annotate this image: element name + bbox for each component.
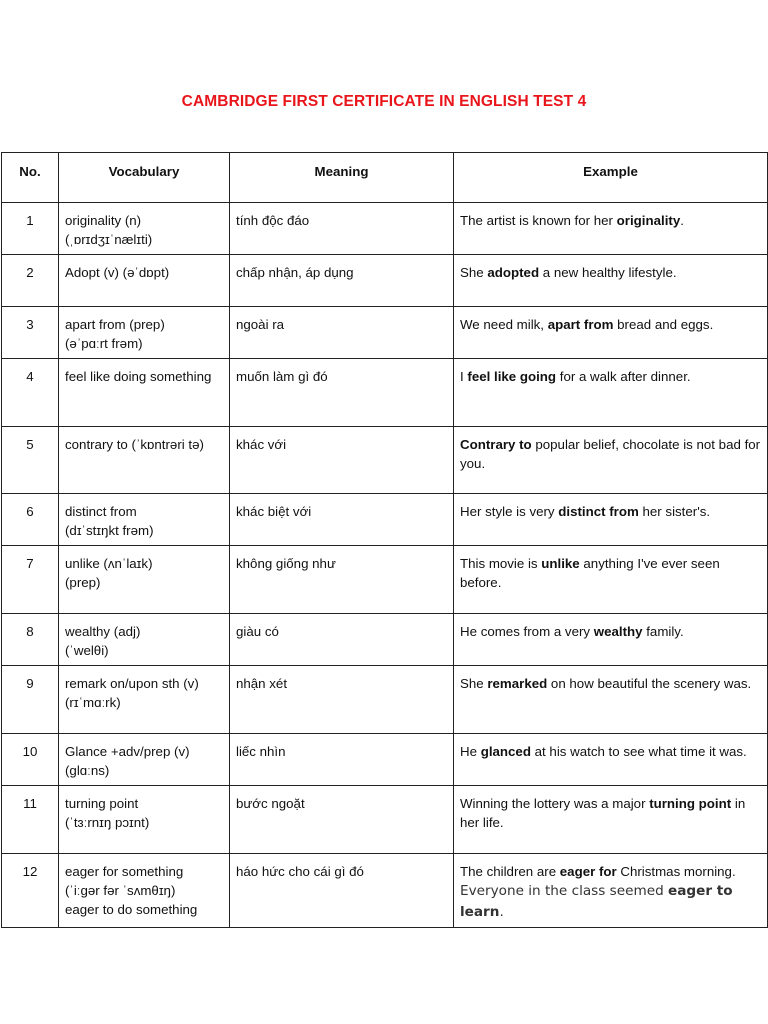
vocabulary-line: eager for something — [65, 864, 184, 879]
example-cell — [454, 307, 768, 359]
example-post: popular belief, chocolate is not bad for you. — [460, 437, 761, 471]
example-cell — [454, 614, 768, 666]
example-pre: We need milk, — [460, 317, 548, 332]
row-number: 7 — [2, 546, 59, 614]
example-pre: Her style is very — [460, 504, 559, 519]
vocabulary-line: (ˌɒrɪdʒɪˈnælɪti) — [65, 232, 153, 247]
example-text — [460, 881, 761, 923]
vocabulary-cell — [59, 255, 230, 307]
example-pre: The artist is known for her — [460, 213, 617, 228]
vocabulary-cell — [59, 786, 230, 854]
example-pre: He — [460, 744, 481, 759]
example-cell — [454, 359, 768, 427]
row-number: 3 — [2, 307, 59, 359]
vocabulary-cell — [59, 854, 230, 928]
document-title: CAMBRIDGE FIRST CERTIFICATE IN ENGLISH TEST 4 — [181, 93, 587, 110]
vocabulary-line: (əˈpɑːrt frəm) — [65, 336, 143, 351]
meaning-cell: khác biệt với — [230, 494, 454, 546]
meaning-cell: không giống như — [230, 546, 454, 614]
example-post: Christmas morning. — [616, 864, 736, 879]
example-keyword: wealthy — [593, 624, 643, 639]
table-row — [2, 614, 768, 666]
example-keyword: unlike — [541, 556, 580, 571]
vocabulary-line: Glance +adv/prep (v) — [65, 744, 190, 759]
vocabulary-line: (glɑːns) — [65, 763, 110, 778]
example-text — [460, 504, 710, 519]
example-post: anything I've ever seen before. — [460, 556, 720, 590]
vocabulary-cell — [59, 546, 230, 614]
example-text — [460, 317, 713, 332]
table-row — [2, 734, 768, 786]
example-text — [460, 437, 760, 471]
example-post: bread and eggs. — [613, 317, 714, 332]
vocabulary-line: eager to do something — [65, 902, 198, 917]
table-row — [2, 307, 768, 359]
example-post: family. — [642, 624, 684, 639]
header-row — [2, 153, 768, 203]
row-number: 9 — [2, 666, 59, 734]
row-number: 6 — [2, 494, 59, 546]
row-number: 1 — [2, 203, 59, 255]
table-row — [2, 786, 768, 854]
vocabulary-line: originality (n) — [65, 213, 142, 228]
example-keyword: distinct from — [558, 504, 639, 519]
example-post: . — [680, 213, 684, 228]
vocabulary-line: (rɪˈmɑːrk) — [65, 695, 121, 710]
example-pre: The children are — [460, 864, 560, 879]
example-post: her sister's. — [638, 504, 711, 519]
meaning-cell: chấp nhận, áp dụng — [230, 255, 454, 307]
example-post: for a walk after dinner. — [556, 369, 691, 384]
example-keyword: Contrary to — [460, 437, 532, 452]
vocabulary-line: (ˈiːgər fər ˈsʌmθɪŋ) — [65, 883, 176, 898]
vocabulary-line: (ˈtɜːrnɪŋ pɔɪnt) — [65, 815, 150, 830]
vocabulary-line: (dɪˈstɪŋkt frəm) — [65, 523, 154, 538]
example-keyword: feel like going — [467, 369, 557, 384]
table-row — [2, 666, 768, 734]
vocabulary-line: wealthy (adj) — [65, 624, 141, 639]
row-number: 8 — [2, 614, 59, 666]
vocabulary-cell — [59, 427, 230, 494]
table-row — [2, 854, 768, 928]
example-text — [460, 744, 747, 759]
header-no: No. — [2, 153, 59, 203]
example-keyword: adopted — [487, 265, 540, 280]
vocabulary-cell — [59, 614, 230, 666]
vocabulary-table — [1, 152, 768, 928]
header-example: Example — [454, 153, 768, 203]
example-text — [460, 213, 684, 228]
example-cell — [454, 666, 768, 734]
header-vocabulary: Vocabulary — [59, 153, 230, 203]
example-pre: He comes from a very — [460, 624, 594, 639]
example-post: a new healthy lifestyle. — [539, 265, 677, 280]
example-pre: She — [460, 265, 488, 280]
table-row — [2, 203, 768, 255]
row-number: 2 — [2, 255, 59, 307]
example-post: on how beautiful the scenery was. — [547, 676, 752, 691]
example-cell — [454, 203, 768, 255]
row-number: 12 — [2, 854, 59, 928]
vocabulary-line: (prep) — [65, 575, 101, 590]
example-keyword: originality — [616, 213, 681, 228]
meaning-cell: háo hức cho cái gì đó — [230, 854, 454, 928]
example-keyword: apart from — [547, 317, 614, 332]
vocabulary-cell — [59, 734, 230, 786]
table-row — [2, 494, 768, 546]
example-pre: She — [460, 676, 488, 691]
row-number: 4 — [2, 359, 59, 427]
row-number: 5 — [2, 427, 59, 494]
example-keyword: eager for — [559, 864, 617, 879]
example-text — [460, 624, 684, 639]
table-row — [2, 359, 768, 427]
example-text — [460, 265, 677, 280]
example-post: at his watch to see what time it was. — [530, 744, 747, 759]
example-pre: This movie is — [460, 556, 542, 571]
vocabulary-cell — [59, 666, 230, 734]
row-number: 10 — [2, 734, 59, 786]
example-cell — [454, 786, 768, 854]
vocabulary-line: unlike (ʌnˈlaɪk) — [65, 556, 153, 571]
vocabulary-line: remark on/upon sth (v) — [65, 676, 199, 691]
example-keyword: eager to learn — [460, 883, 733, 920]
example-text — [460, 556, 720, 590]
example-pre: Winning the lottery was a major — [460, 796, 650, 811]
table-body — [2, 203, 768, 928]
vocabulary-cell — [59, 307, 230, 359]
table-row — [2, 427, 768, 494]
example-pre: Everyone in the class seemed — [460, 883, 669, 899]
example-cell — [454, 854, 768, 928]
vocabulary-cell — [59, 203, 230, 255]
meaning-cell: nhận xét — [230, 666, 454, 734]
example-text — [460, 864, 736, 879]
vocabulary-line: (ˈwelθi) — [65, 643, 109, 658]
meaning-cell: ngoài ra — [230, 307, 454, 359]
meaning-cell: liếc nhìn — [230, 734, 454, 786]
vocabulary-cell — [59, 359, 230, 427]
vocabulary-line: distinct from — [65, 504, 137, 519]
meaning-cell: tính độc đáo — [230, 203, 454, 255]
table-row — [2, 255, 768, 307]
row-number: 11 — [2, 786, 59, 854]
example-cell — [454, 734, 768, 786]
meaning-cell: khác với — [230, 427, 454, 494]
meaning-cell: muốn làm gì đó — [230, 359, 454, 427]
vocabulary-line: turning point — [65, 796, 139, 811]
header-meaning: Meaning — [230, 153, 454, 203]
example-post: . — [499, 904, 504, 920]
table-row — [2, 546, 768, 614]
vocabulary-line: contrary to (ˈkɒntrəri tə) — [65, 437, 204, 452]
meaning-cell: bước ngoặt — [230, 786, 454, 854]
vocabulary-line: apart from (prep) — [65, 317, 165, 332]
example-cell — [454, 546, 768, 614]
vocabulary-line: Adopt (v) (əˈdɒpt) — [65, 265, 170, 280]
meaning-cell: giàu có — [230, 614, 454, 666]
example-post: in her life. — [460, 796, 746, 830]
example-keyword: glanced — [480, 744, 531, 759]
example-cell — [454, 255, 768, 307]
vocabulary-cell — [59, 494, 230, 546]
example-keyword: remarked — [487, 676, 548, 691]
example-cell — [454, 427, 768, 494]
example-cell — [454, 494, 768, 546]
example-text — [460, 369, 691, 384]
example-keyword: turning point — [649, 796, 732, 811]
example-pre: I — [460, 369, 468, 384]
example-text — [460, 676, 751, 691]
example-text — [460, 796, 745, 830]
vocabulary-line: feel like doing something — [65, 369, 212, 384]
